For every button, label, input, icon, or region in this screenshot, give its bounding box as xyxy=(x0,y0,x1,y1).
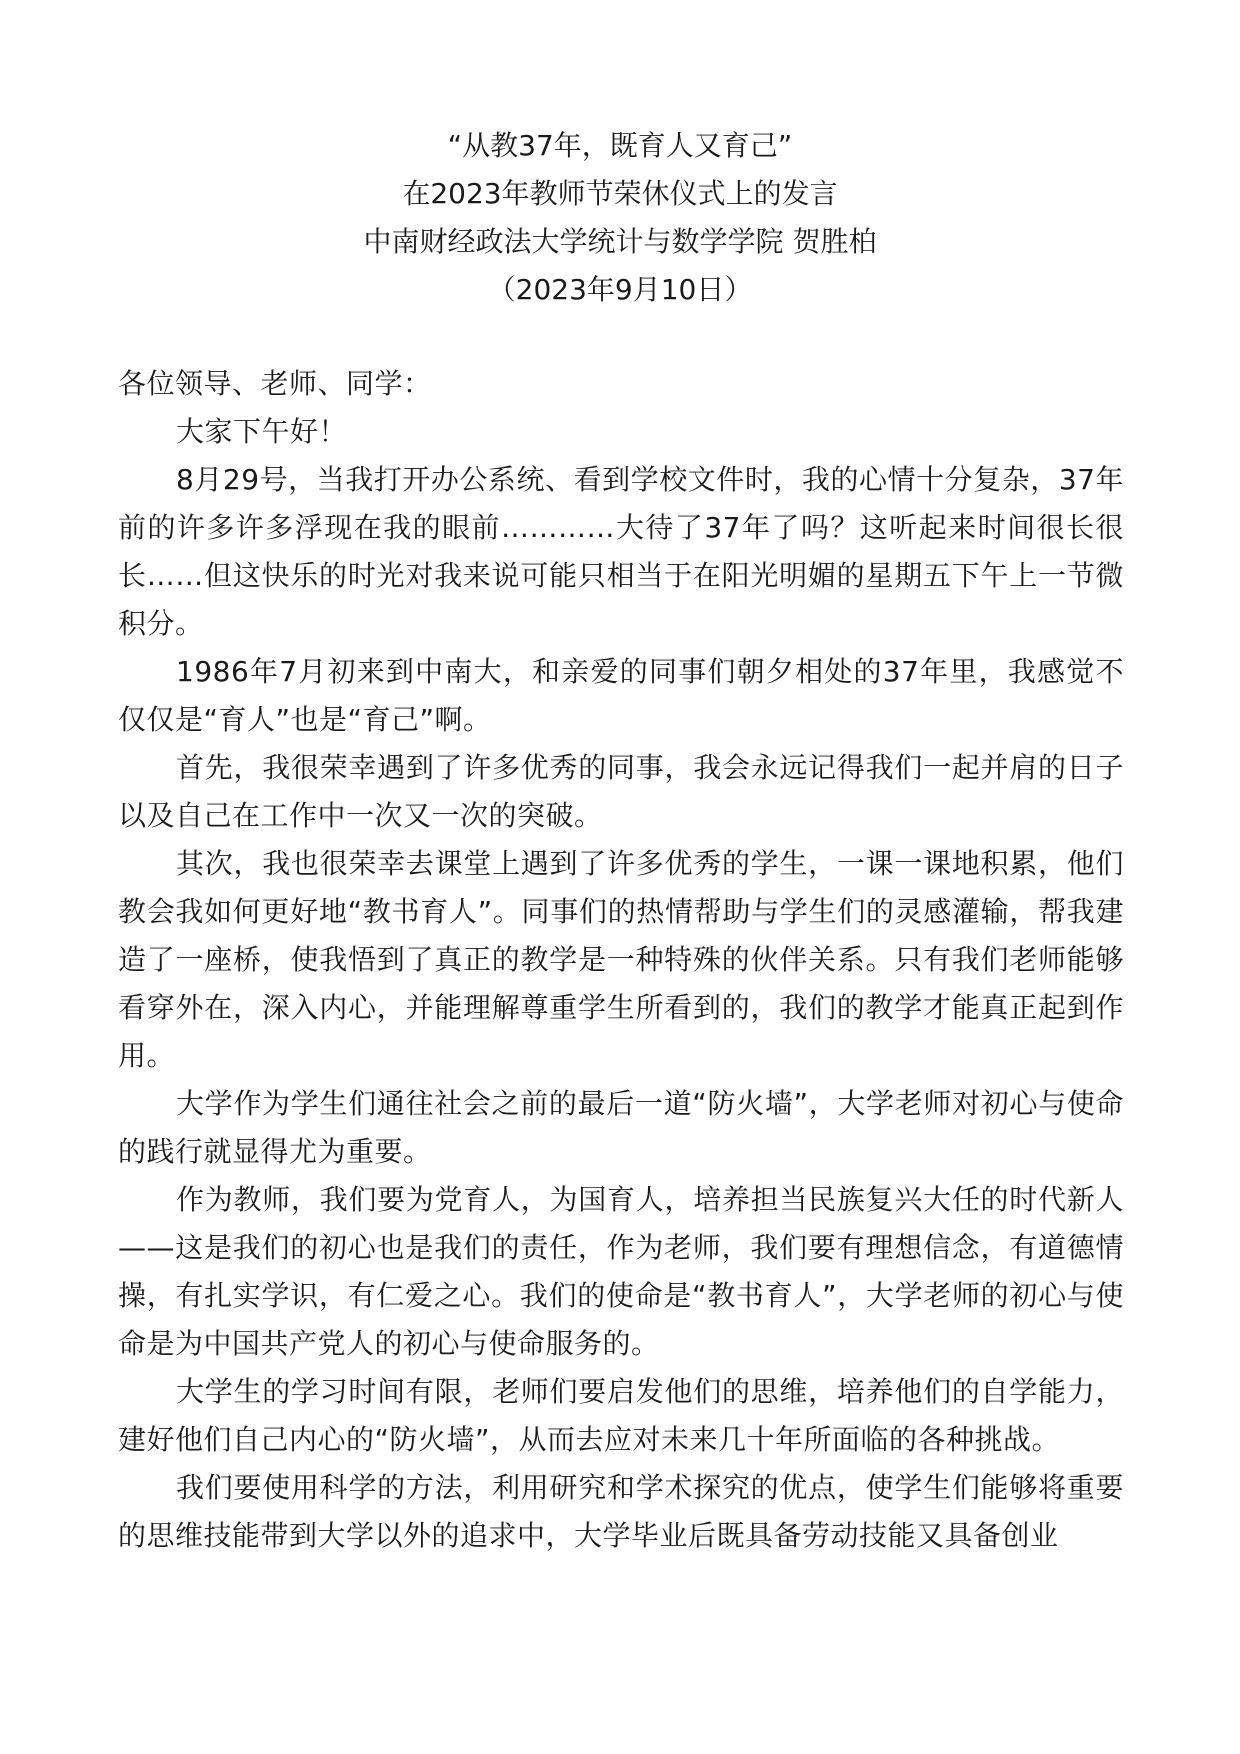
paragraph: 作为教师，我们要为党育人，为国育人，培养担当民族复兴大任的时代新人——这是我们的初心也是我们的责任，作为老师，我们要有理想信念，有道德情操，有扎实学识，有仁爱之心。我们的使命是“教书育人”，大学老师的初心与使命是为中国共产党人的初心与使命服务的。 xyxy=(118,1183,1124,1360)
salutation: 各位领导、老师、同学： xyxy=(118,367,432,400)
paragraph: 1986年7月初来到中南大，和亲爱的同事们朝夕相处的37年里，我感觉不仅仅是“育人”也是“育己”啊。 xyxy=(118,655,1124,736)
paragraph-greeting: 大家下午好！ xyxy=(176,415,348,448)
speech-occasion: 在2023年教师节荣休仪式上的发言 xyxy=(402,177,838,210)
speech-header xyxy=(0,122,1240,314)
paragraph: 其次，我也很荣幸去课堂上遇到了许多优秀的学生，一课一课地积累，他们教会我如何更好地“教书育人”。同事们的热情帮助与学生们的灵感灌输，帮我建造了一座桥，使我悟到了真正的教学是一种特殊的伙伴关系。只有我们老师能够看穿外在，深入内心，并能理解尊重学生所看到的，我们的教学才能真正起到作用。 xyxy=(118,847,1124,1072)
paragraph: 首先，我很荣幸遇到了许多优秀的同事，我会永远记得我们一起并肩的日子以及自己在工作中一次又一次的突破。 xyxy=(118,751,1124,832)
paragraph: 大学生的学习时间有限，老师们要启发他们的思维，培养他们的自学能力，建好他们自己内心的“防火墙”，从而去应对未来几十年所面临的各种挑战。 xyxy=(118,1375,1124,1456)
speech-date: （2023年9月10日） xyxy=(487,273,753,306)
speech-author: 中南财经政法大学统计与数学学院 贺胜柏 xyxy=(363,225,877,258)
speech-body xyxy=(118,360,1124,1560)
paragraph: 我们要使用科学的方法，利用研究和学术探究的优点，使学生们能够将重要的思维技能带到大学以外的追求中，大学毕业后既具备劳动技能又具备创业 xyxy=(118,1471,1124,1552)
paragraph: 大学作为学生们通往社会之前的最后一道“防火墙”，大学老师对初心与使命的践行就显得尤为重要。 xyxy=(118,1087,1124,1168)
paragraph: 8月29号，当我打开办公系统、看到学校文件时，我的心情十分复杂，37年前的许多许多浮现在我的眼前…………大待了37年了吗？这听起来时间很长很长……但这快乐的时光对我来说可能只相当于在阳光明媚的星期五下午上一节微积分。 xyxy=(118,463,1124,640)
speech-title: “从教37年，既育人又育己” xyxy=(447,129,793,162)
